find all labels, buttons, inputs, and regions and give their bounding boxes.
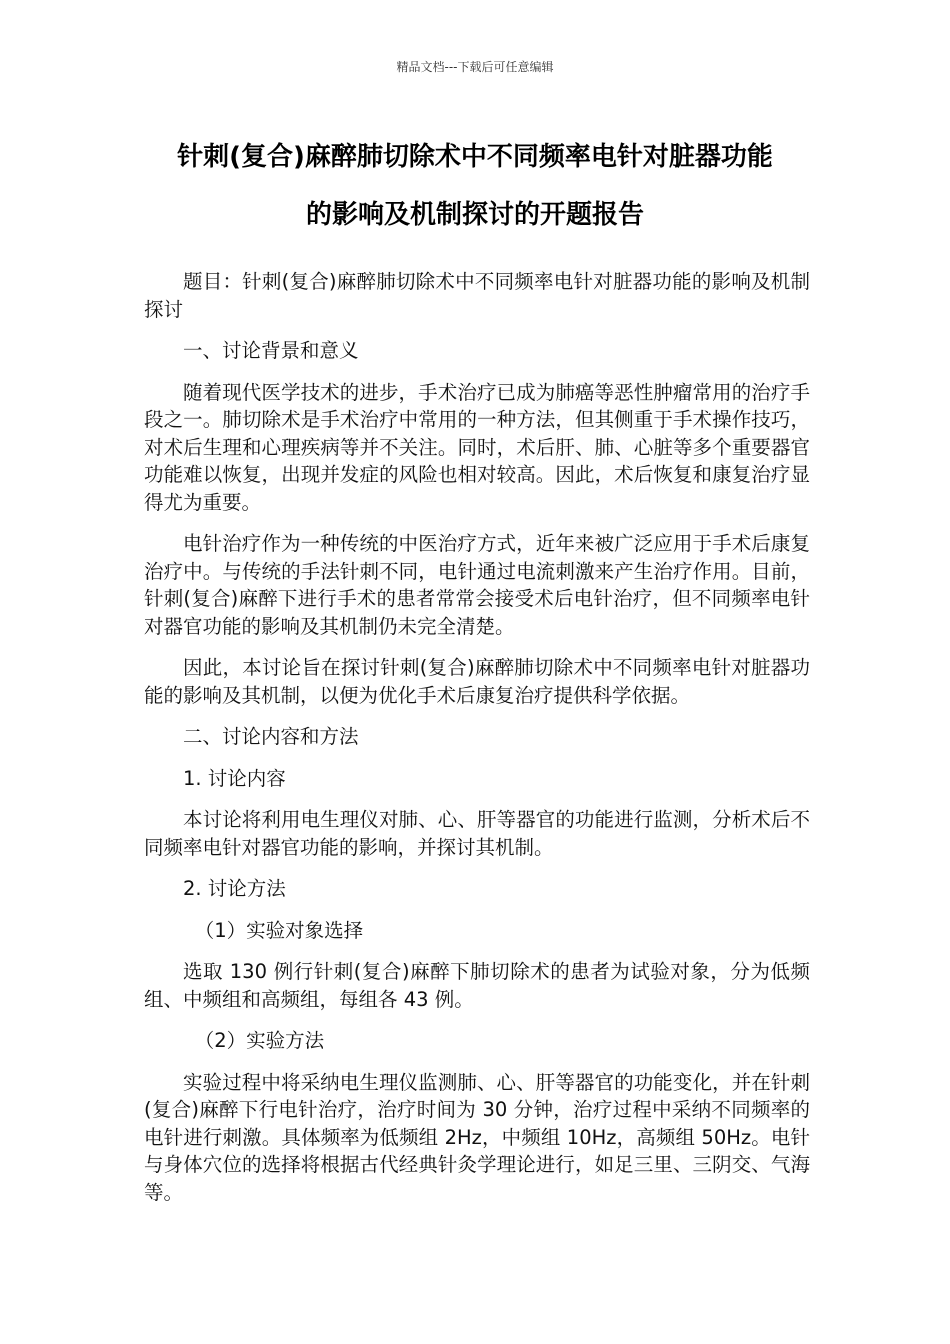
paragraph-background-2: 电针治疗作为一种传统的中医治疗方式，近年来被广泛应用于手术后康复治疗中。与传统的手法针刺不同，电针通过电流刺激来产生治疗作用。目前，针刺(复合)麻醉下进行手术的患者常常会接受术后电针治疗，但不同频率电针对器官功能的影响及其机制仍未完全清楚。 [144,532,810,638]
document-title [140,128,810,244]
item-heading-experiment: （2）实验方法 [194,1029,325,1052]
section-heading-content-methods: 二、讨论内容和方法 [183,725,359,748]
title-line-1: 针刺(复合)麻醉肺切除术中不同频率电针对脏器功能 [177,142,773,172]
section-heading-background: 一、讨论背景和意义 [183,339,359,362]
subheading-methods: 2. 讨论方法 [183,877,286,900]
subheading-content: 1. 讨论内容 [183,766,286,790]
paragraph-experiment: 实验过程中将采纳电生理仪监测肺、心、肝等器官的功能变化，并在针刺(复合)麻醉下行电针治疗，治疗时间为 30 分钟，治疗过程中采纳不同频率的电针进行刺激。具体频率为低频组 2Hz，中频组 10Hz，高频组 50Hz。电针与身体穴位的选择将根据古代经典针灸学理论进行，如足三里、三阴交、气海等。 [144,1070,810,1204]
paragraph-background-1: 随着现代医学技术的进步，手术治疗已成为肺癌等恶性肿瘤常用的治疗手段之一。肺切除术是手术治疗中常用的一种方法，但其侧重于手术操作技巧，对术后生理和心理疾病等并不关注。同时，术后肝、肺、心脏等多个重要器官功能难以恢复，出现并发症的风险也相对较高。因此，术后恢复和康复治疗显得尤为重要。 [144,380,810,514]
topic-paragraph: 题目：针刺(复合)麻醉肺切除术中不同频率电针对脏器功能的影响及机制探讨 [144,270,810,321]
document-body [144,268,810,1220]
title-line-2: 的影响及机制探讨的开题报告 [305,200,644,230]
paragraph-background-3: 因此，本讨论旨在探讨针刺(复合)麻醉肺切除术中不同频率电针对脏器功能的影响及其机制，以便为优化手术后康复治疗提供科学依据。 [144,656,810,707]
paragraph-content: 本讨论将利用电生理仪对肺、心、肝等器官的功能进行监测，分析术后不同频率电针对器官功能的影响，并探讨其机制。 [144,808,810,859]
item-heading-subjects: （1）实验对象选择 [194,918,364,942]
header-note: 精品文档---下载后可任意编辑 [396,60,554,74]
paragraph-subjects: 选取 130 例行针刺(复合)麻醉下肺切除术的患者为试验对象，分为低频组、中频组和高频组，每组各 43 例。 [144,960,810,1011]
